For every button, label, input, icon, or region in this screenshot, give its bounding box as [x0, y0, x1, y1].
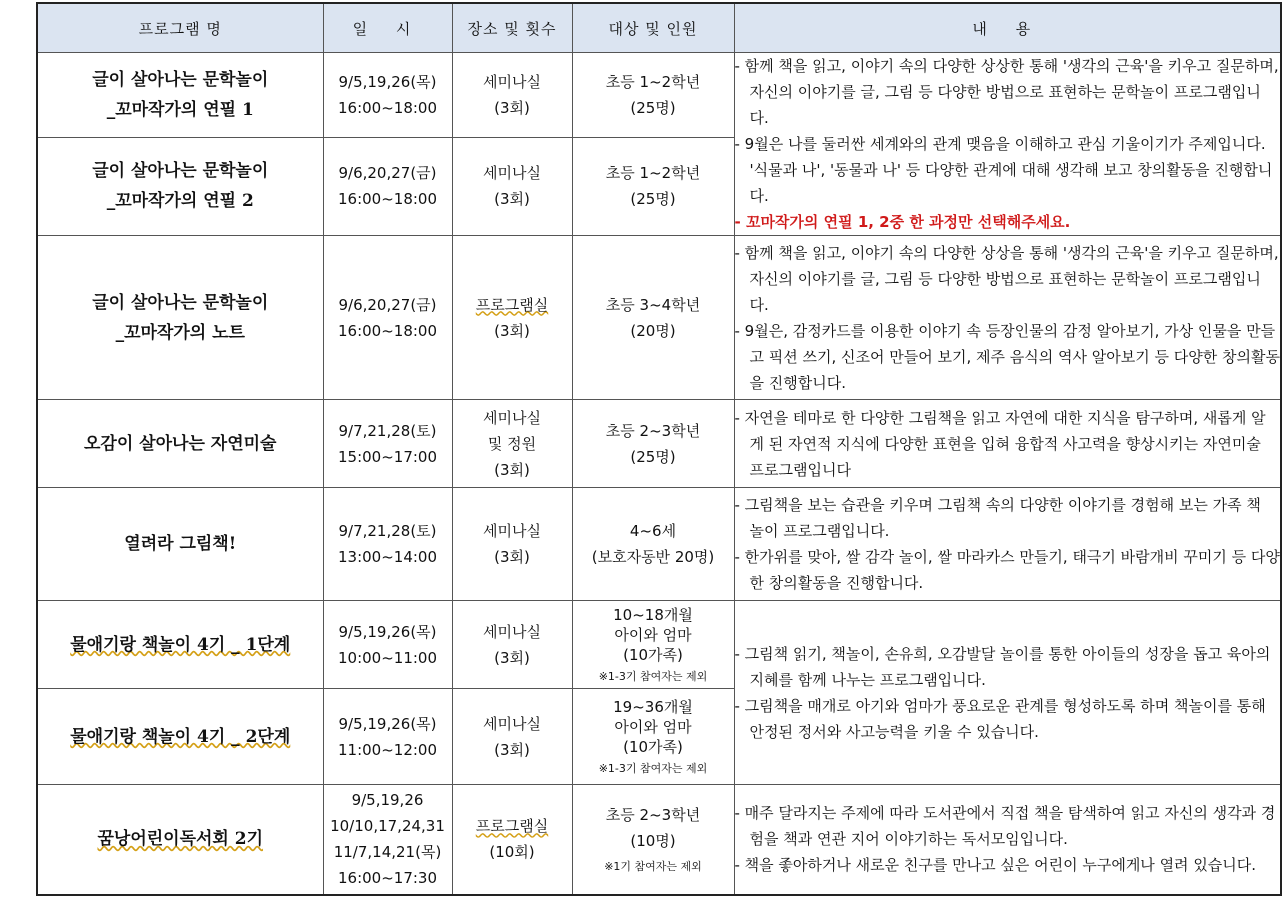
program-content	[734, 53, 1281, 236]
program-date: 9/7,21,28(토) 13:00~14:00	[323, 488, 452, 601]
program-target: 초등 1~2학년 (25명)	[572, 137, 734, 235]
program-content	[734, 236, 1281, 400]
header-target: 대상 및 인원	[572, 3, 734, 53]
table-row	[37, 400, 1281, 488]
selection-notice: - 꼬마작가의 연필 1, 2중 한 과정만 선택해주세요.	[734, 213, 1071, 231]
header-date: 일 시	[323, 3, 452, 53]
content-line: - 매주 달라지는 주제에 따라 도서관에서 직접 책을 탐색하여 읽고 자신의 생각과 경험을 책과 연관 지어 이야기하는 독서모임입니다.	[734, 804, 1276, 849]
program-place: 세미나실 (3회)	[452, 137, 572, 235]
program-target: 4~6세 (보호자동반 20명)	[572, 488, 734, 601]
content-line: - 그림책을 매개로 아기와 엄마가 풍요로운 관계를 형성하도록 하며 책놀이를 통해 안정된 정서와 사고능력을 키울 수 있습니다.	[734, 696, 1266, 741]
program-content	[734, 785, 1281, 895]
content-line: - 함께 책을 읽고, 이야기 속의 다양한 상상을 통해 '생각의 근육'을 키우고 질문하며, 자신의 이야기를 글, 그림 등 다양한 방법으로 표현하는 문학놀이 프로그램입니다.	[734, 243, 1279, 314]
program-date: 9/5,19,26(목) 11:00~12:00	[323, 689, 452, 785]
program-name: 물애기랑 책놀이 4기 _ 2단계	[37, 689, 323, 785]
program-date: 9/5,19,26 10/10,17,24,31 11/7,14,21(목) 16:00~17:30	[323, 785, 452, 895]
program-place: 세미나실 (3회)	[452, 601, 572, 689]
program-target: 초등 3~4학년 (20명)	[572, 236, 734, 400]
program-date: 9/5,19,26(목) 16:00~18:00	[323, 53, 452, 138]
program-place: 세미나실 (3회)	[452, 689, 572, 785]
content-line: - 그림책 읽기, 책놀이, 손유희, 오감발달 놀이를 통한 아이들의 성장을 돕고 육아의 지혜를 함께 나누는 프로그램입니다.	[734, 644, 1271, 689]
table-row	[37, 236, 1281, 400]
program-target: 초등 1~2학년 (25명)	[572, 53, 734, 138]
program-name: 열려라 그림책!	[37, 488, 323, 601]
program-target: 10~18개월 아이와 엄마 (10가족) ※1-3기 참여자는 제외	[572, 601, 734, 689]
content-line: - 함께 책을 읽고, 이야기 속의 다양한 상상한 통해 '생각의 근육'을 키우고 질문하며, 자신의 이야기를 글, 그림 등 다양한 방법으로 표현하는 문학놀이 프로그램입니다.	[734, 57, 1279, 127]
content-line: - 자연을 테마로 한 다양한 그림책을 읽고 자연에 대한 지식을 탐구하며, 새롭게 알게 된 자연적 지식에 다양한 표현을 입혀 융합적 사고력을 향상시키는 자연미술 프로그램입니다	[734, 408, 1266, 479]
program-date: 9/5,19,26(목) 10:00~11:00	[323, 601, 452, 689]
content-line: - 9월은, 감정카드를 이용한 이야기 속 등장인물의 감정 알아보기, 가상 인물을 만들고 픽션 쓰기, 신조어 만들어 보기, 제주 음식의 역사 알아보기 등 다양한 창의활동을 진행합니다.	[734, 321, 1280, 392]
program-place: 프로그램실 (3회)	[452, 236, 572, 400]
program-place: 세미나실 (3회)	[452, 488, 572, 601]
table-row	[37, 785, 1281, 895]
content-line: - 책을 좋아하거나 새로운 친구를 만나고 싶은 어린이 누구에게나 열려 있습니다.	[734, 856, 1257, 875]
program-place: 세미나실 및 정원 (3회)	[452, 400, 572, 488]
program-date: 9/6,20,27(금) 16:00~18:00	[323, 137, 452, 235]
program-content	[734, 400, 1281, 488]
content-line: - 9월은 나를 둘러싼 세계와의 관계 맺음을 이해하고 관심 기울이기가 주제입니다. '식물과 나', '동물과 나' 등 다양한 관계에 대해 생각해 보고 창의활동을 진행합니다.	[734, 135, 1273, 205]
program-schedule-table	[36, 2, 1282, 896]
program-name: 꿈낭어린이독서회 2기	[37, 785, 323, 895]
program-place: 세미나실 (3회)	[452, 53, 572, 138]
program-name: 글이 살아나는 문학놀이 _꼬마작가의 연필 2	[37, 137, 323, 235]
table-row	[37, 53, 1281, 138]
program-name: 글이 살아나는 문학놀이 _꼬마작가의 노트	[37, 236, 323, 400]
program-place: 프로그램실 (10회)	[452, 785, 572, 895]
table-header-row	[37, 3, 1281, 53]
program-target: 초등 2~3학년 (25명)	[572, 400, 734, 488]
program-content	[734, 601, 1281, 785]
program-name: 글이 살아나는 문학놀이 _꼬마작가의 연필 1	[37, 53, 323, 138]
participant-note: ※1기 참여자는 제외	[604, 860, 702, 874]
participant-note: ※1-3기 참여자는 제외	[598, 761, 708, 775]
program-target: 초등 2~3학년 (10명) ※1기 참여자는 제외	[572, 785, 734, 895]
program-date: 9/6,20,27(금) 16:00~18:00	[323, 236, 452, 400]
program-name: 물애기랑 책놀이 4기 _ 1단계	[37, 601, 323, 689]
participant-note: ※1-3기 참여자는 제외	[598, 669, 708, 683]
header-content: 내 용	[734, 3, 1281, 53]
header-place: 장소 및 횟수	[452, 3, 572, 53]
table-row	[37, 601, 1281, 689]
program-date: 9/7,21,28(토) 15:00~17:00	[323, 400, 452, 488]
content-line: - 그림책을 보는 습관을 키우며 그림책 속의 다양한 이야기를 경험해 보는 가족 책 놀이 프로그램입니다.	[734, 496, 1261, 540]
program-target: 19~36개월 아이와 엄마 (10가족) ※1-3기 참여자는 제외	[572, 689, 734, 785]
header-program-name: 프로그램 명	[37, 3, 323, 53]
content-line: - 한가위를 맞아, 쌀 감각 놀이, 쌀 마라카스 만들기, 태극기 바람개비 꾸미기 등 다양한 창의활동을 진행합니다.	[734, 548, 1280, 592]
program-name: 오감이 살아나는 자연미술	[37, 400, 323, 488]
program-content	[734, 488, 1281, 601]
table-row	[37, 488, 1281, 601]
